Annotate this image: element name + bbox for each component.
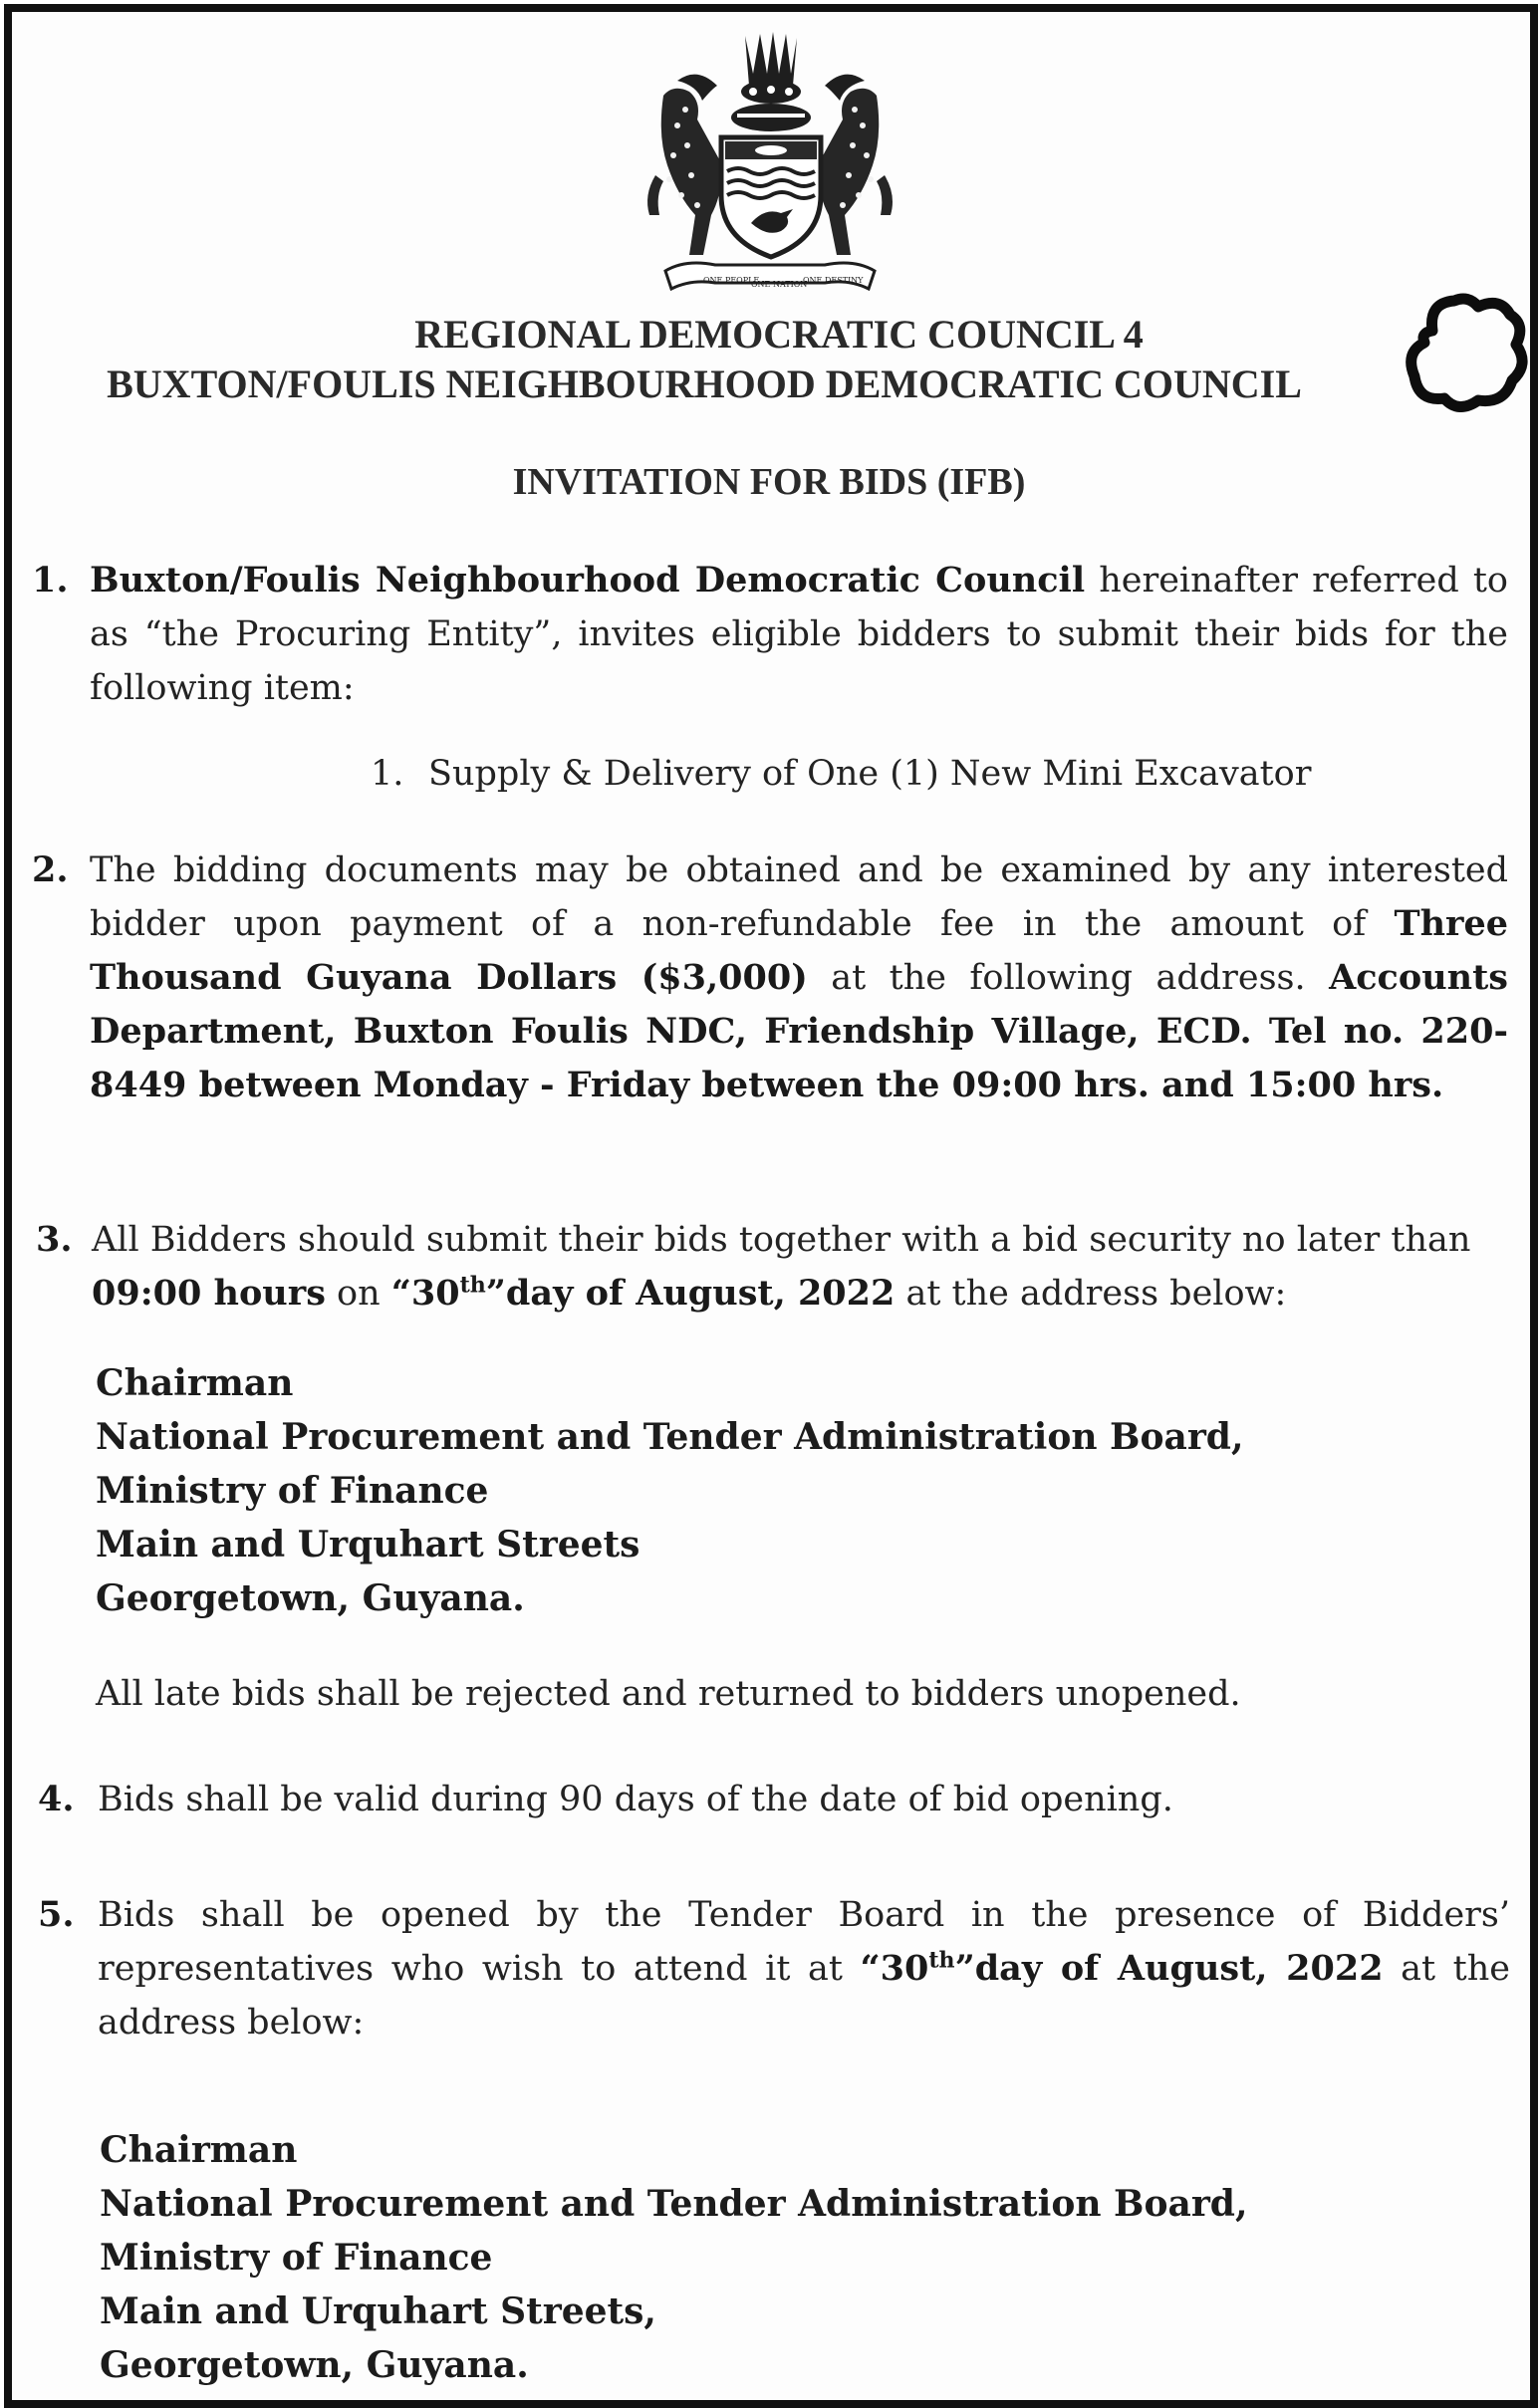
item-number-3: 3. xyxy=(36,1219,73,1260)
address-line: National Procurement and Tender Administration Board, xyxy=(100,2183,1248,2225)
item-2-text: The bidding documents may be obtained and be examined by any interested bidder upon payment of a non-refundable fee in the amount of Three Thousand Guyana Dollars ($3,000) at the following address. Accounts Department, Buxton Foulis NDC, Friendship Village, ECD. Tel no. 220-8449 between Monday - Friday between the 09:00 hrs. and 15:00 hrs. xyxy=(90,850,1508,1105)
item-3-text: All Bidders should submit their bids together with a bid security no later than 09:00 hours on “30th”day of August, 2022 at the address below: xyxy=(92,1220,1471,1314)
address-line: National Procurement and Tender Administration Board, xyxy=(96,1416,1244,1458)
document-title: INVITATION FOR BIDS (IFB) xyxy=(512,461,1026,503)
address-line: Georgetown, Guyana. xyxy=(100,2344,529,2386)
ndc-name: BUXTON/FOULIS NEIGHBOURHOOD DEMOCRATIC COUNCIL xyxy=(107,361,1302,406)
procuring-entity-name: Buxton/Foulis Neighbourhood Democratic Council xyxy=(90,560,1086,601)
address-line: Chairman xyxy=(100,2129,298,2171)
procured-item: 1. Supply & Delivery of One (1) New Mini Excavator xyxy=(371,754,1312,794)
item-number-1: 1. xyxy=(32,560,69,601)
motto-left: ONE PEOPLE xyxy=(703,276,760,285)
motto-center: ONE NATION xyxy=(751,280,808,289)
late-bids-note: All late bids shall be rejected and returned to bidders unopened. xyxy=(96,1674,1241,1714)
item-number-5: 5. xyxy=(38,1894,75,1935)
fee-amount: Three Thousand Guyana Dollars ($3,000) xyxy=(90,903,1508,998)
deadline-time: 09:00 hours xyxy=(92,1273,326,1314)
collection-address: Accounts Department, Buxton Foulis NDC, Friendship Village, ECD. Tel no. 220-8449 between Monday - Friday between the 09:00 hrs. and 15:00 hrs. xyxy=(90,957,1508,1105)
address-line: Main and Urquhart Streets, xyxy=(100,2290,656,2332)
item-1-text: Buxton/Foulis Neighbourhood Democratic Council hereinafter referred to as “the Procuring Entity”, invites eligible bidders to submit their bids for the following item: xyxy=(90,560,1509,708)
submission-address xyxy=(96,1356,1244,1625)
item-4-text: Bids shall be valid during 90 days of the date of bid opening. xyxy=(98,1780,1173,1819)
address-line: Ministry of Finance xyxy=(96,1470,489,1512)
council-name: REGIONAL DEMOCRATIC COUNCIL 4 xyxy=(414,312,1144,357)
opening-date: “30th”day of August, 2022 xyxy=(860,1947,1384,1989)
item-5-text: Bids shall be opened by the Tender Board in the presence of Bidders’ representatives who wish to attend it at “30th”day of August, 2022 at the address below: xyxy=(98,1895,1510,2043)
motto-right: ONE DESTINY xyxy=(803,276,864,285)
address-line: Ministry of Finance xyxy=(100,2237,493,2279)
address-line: Chairman xyxy=(96,1362,294,1404)
coat-of-arms-icon xyxy=(626,26,914,300)
opening-address xyxy=(100,2123,1248,2392)
item-number-2: 2. xyxy=(32,849,69,890)
deadline-date: “30th”day of August, 2022 xyxy=(390,1272,896,1314)
address-line: Georgetown, Guyana. xyxy=(96,1577,525,1619)
item-number-4: 4. xyxy=(38,1779,75,1819)
address-line: Main and Urquhart Streets xyxy=(96,1524,641,1565)
